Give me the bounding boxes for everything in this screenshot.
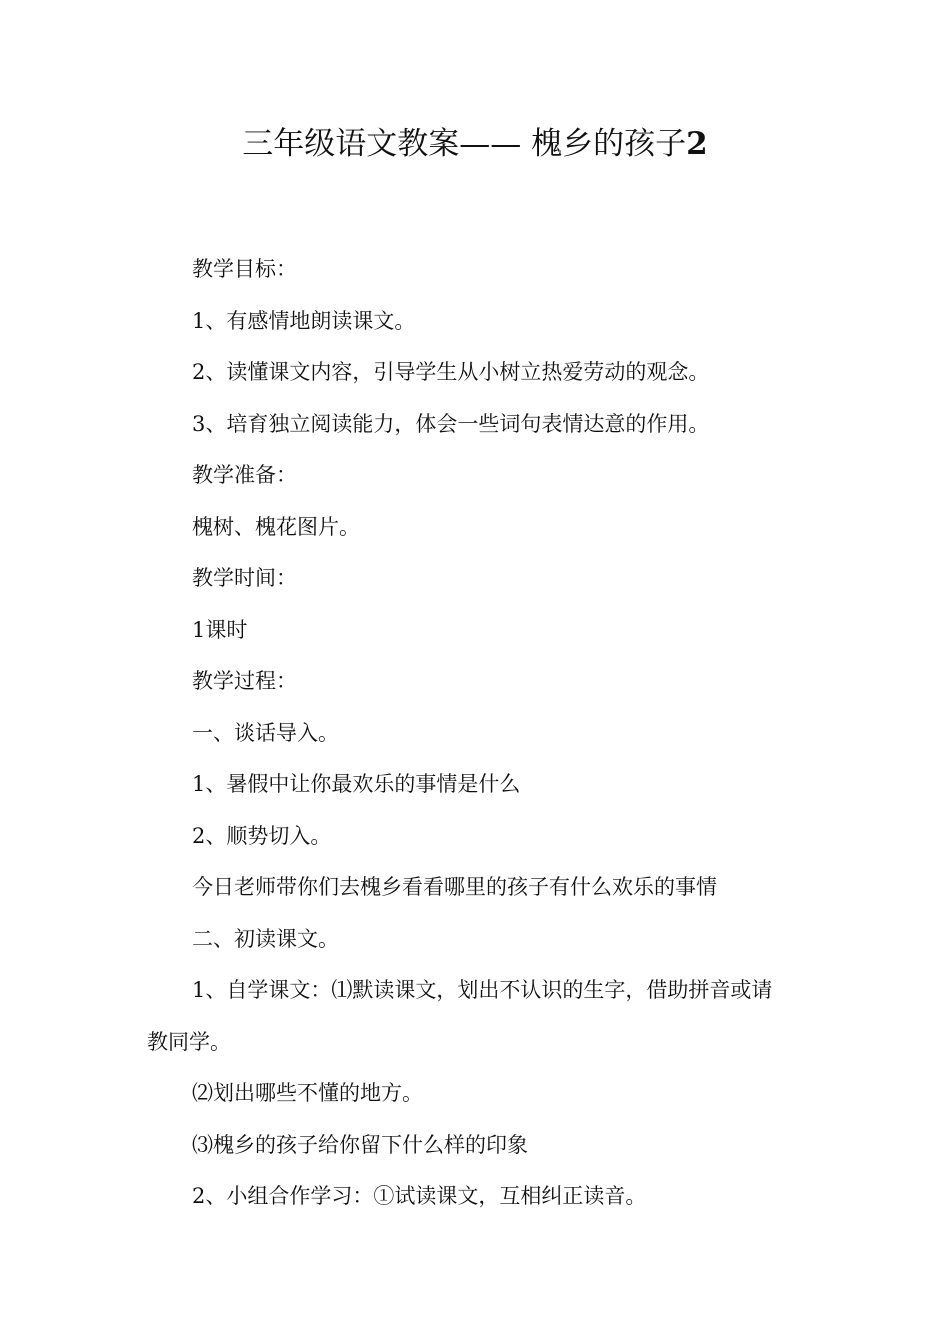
document-title bbox=[0, 122, 950, 166]
paragraph: 1、有感情地朗读课文。 bbox=[192, 308, 416, 333]
section-heading-objectives: 教学目标： bbox=[192, 257, 297, 281]
paragraph: 1课时 bbox=[192, 617, 248, 642]
paragraph: 2、小组合作学习：①试读课文，互相纠正读音。 bbox=[192, 1184, 647, 1208]
title-number: 2 bbox=[686, 126, 708, 162]
paragraph: 槐树、槐花图片。 bbox=[192, 514, 360, 539]
paragraph: 2、顺势切入。 bbox=[192, 823, 332, 848]
paragraph: 一、谈话导入。 bbox=[192, 720, 339, 745]
title-text: 三年级语文教案—— 槐乡的孩子 bbox=[242, 126, 687, 162]
paragraph: 二、初读课文。 bbox=[192, 926, 339, 951]
document-body bbox=[147, 244, 807, 1223]
paragraph: 今日老师带你们去槐乡看看哪里的孩子有什么欢乐的事情 bbox=[192, 875, 717, 899]
paragraph: 3、培育独立阅读能力，体会一些词句表情达意的作用。 bbox=[192, 411, 710, 436]
section-heading-preparation: 教学准备： bbox=[192, 463, 297, 487]
paragraph: 1、暑假中让你最欢乐的事情是什么 bbox=[192, 772, 521, 796]
paragraph: 2、读懂课文内容，引导学生从小树立热爱劳动的观念。 bbox=[192, 360, 710, 384]
paragraph: 1、自学课文：⑴默读课文，划出不认识的生字，借助拼音或请教同学。 bbox=[147, 978, 773, 1054]
section-heading-time: 教学时间： bbox=[192, 566, 297, 590]
section-heading-process: 教学过程： bbox=[192, 669, 297, 693]
paragraph: ⑵划出哪些不懂的地方。 bbox=[192, 1081, 423, 1105]
paragraph: ⑶槐乡的孩子给你留下什么样的印象 bbox=[192, 1132, 528, 1157]
